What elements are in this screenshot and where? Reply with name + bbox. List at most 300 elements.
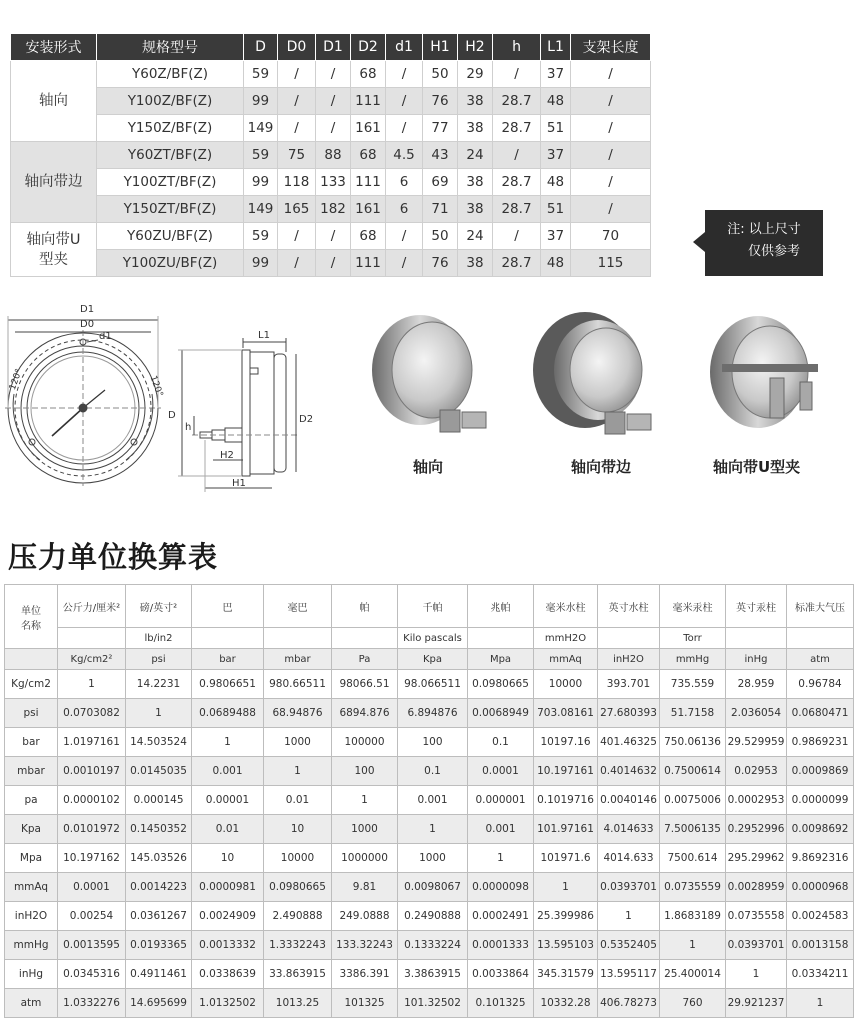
- conv-unit-en: [264, 628, 332, 649]
- note-line-1: 注: 以上尺寸: [727, 222, 801, 237]
- conv-cell: 0.1019716: [534, 786, 598, 815]
- conv-cell: 0.02953: [726, 757, 787, 786]
- spec-row: [11, 142, 651, 169]
- conv-cell: 0.0000098: [468, 873, 534, 902]
- conv-cell: 27.680393: [598, 699, 660, 728]
- conv-unit-sym: inH2O: [598, 649, 660, 670]
- spec-cell: 75: [278, 142, 316, 169]
- conv-cell: 0.0735559: [660, 873, 726, 902]
- spec-header-cell: 支架长度: [571, 34, 651, 61]
- spec-cell: Y150Z/BF(Z): [97, 115, 244, 142]
- spec-cell: 4.5: [386, 142, 423, 169]
- label-angle-left: 120°: [7, 367, 25, 392]
- spec-cell: Y100Z/BF(Z): [97, 88, 244, 115]
- conv-cell: 0.0000981: [192, 873, 264, 902]
- conv-cell: 1: [332, 786, 398, 815]
- spec-cell: 38: [458, 88, 493, 115]
- conv-cell: 101.97161: [534, 815, 598, 844]
- conv-cell: 1013.25: [264, 989, 332, 1018]
- conv-cell: 0.1450352: [126, 815, 192, 844]
- spec-cell: /: [571, 142, 651, 169]
- conv-cell: 401.46325: [598, 728, 660, 757]
- conv-unit-cn: 毫米汞柱: [660, 585, 726, 628]
- spec-cell: 76: [423, 250, 458, 277]
- conv-cell: 0.0000102: [58, 786, 126, 815]
- conv-unit-sym: Pa: [332, 649, 398, 670]
- spec-cell: /: [571, 196, 651, 223]
- conv-cell: 0.0040146: [598, 786, 660, 815]
- conv-cell: 980.66511: [264, 670, 332, 699]
- spec-cell: 99: [244, 169, 278, 196]
- conv-row: [5, 815, 854, 844]
- conversion-table: [4, 584, 854, 1018]
- spec-cell: 68: [351, 61, 386, 88]
- conv-cell: 9.8692316: [787, 844, 854, 873]
- conv-row-head: mmAq: [5, 873, 58, 902]
- conv-cell: 1: [787, 989, 854, 1018]
- spec-cell: 50: [423, 61, 458, 88]
- spec-cell: /: [493, 61, 541, 88]
- conv-unit-cn: 公斤力/厘米²: [58, 585, 126, 628]
- conv-cell: 0.7500614: [660, 757, 726, 786]
- conv-cell: 0.9869231: [787, 728, 854, 757]
- conv-cell: 750.06136: [660, 728, 726, 757]
- spec-cell: 51: [541, 196, 571, 223]
- spec-cell: /: [386, 88, 423, 115]
- spec-group-label: 轴向带边: [11, 142, 97, 223]
- spec-cell: 99: [244, 250, 278, 277]
- label-angle-right: 120°: [147, 374, 165, 399]
- spec-cell: 38: [458, 196, 493, 223]
- conv-cell: 25.399986: [534, 902, 598, 931]
- conv-cell: 0.0101972: [58, 815, 126, 844]
- conv-cell: 100: [332, 757, 398, 786]
- conv-row-head: pa: [5, 786, 58, 815]
- conv-unit-cn: 标准大气压: [787, 585, 854, 628]
- spec-cell: 38: [458, 115, 493, 142]
- conv-unit-en: Torr: [660, 628, 726, 649]
- spec-header-cell: D1: [316, 34, 351, 61]
- spec-cell: /: [386, 61, 423, 88]
- product-photo-axial-flange: [533, 312, 651, 434]
- spec-header-cell: d1: [386, 34, 423, 61]
- conv-unit-en: [332, 628, 398, 649]
- conv-unit-sym: psi: [126, 649, 192, 670]
- conv-cell: 1: [660, 931, 726, 960]
- conv-cell: 14.2231: [126, 670, 192, 699]
- conv-row-head: mbar: [5, 757, 58, 786]
- spec-table: [10, 33, 651, 277]
- spec-cell: Y60ZT/BF(Z): [97, 142, 244, 169]
- spec-cell: 37: [541, 142, 571, 169]
- spec-row: [11, 169, 651, 196]
- conv-unit-sym: Mpa: [468, 649, 534, 670]
- spec-cell: 68: [351, 223, 386, 250]
- conv-cell: 1000: [264, 728, 332, 757]
- conv-header-en-row: [5, 628, 854, 649]
- spec-header-row: [11, 34, 651, 61]
- spec-cell: /: [316, 61, 351, 88]
- conv-row-head: atm: [5, 989, 58, 1018]
- conv-cell: 100: [398, 728, 468, 757]
- label-D: D: [168, 410, 176, 421]
- conv-header-cn-row: [5, 585, 854, 628]
- conv-cell: 10000: [534, 670, 598, 699]
- spec-cell: 182: [316, 196, 351, 223]
- conv-cell: 33.863915: [264, 960, 332, 989]
- spec-cell: 59: [244, 223, 278, 250]
- spec-cell: 37: [541, 223, 571, 250]
- conv-row: [5, 699, 854, 728]
- label-D0: D0: [80, 319, 95, 330]
- conv-unit-cn: 英寸汞柱: [726, 585, 787, 628]
- spec-cell: 48: [541, 169, 571, 196]
- spec-cell: Y100ZU/BF(Z): [97, 250, 244, 277]
- conv-cell: 0.001: [468, 815, 534, 844]
- conv-cell: 0.001: [398, 786, 468, 815]
- conv-cell: 0.0098067: [398, 873, 468, 902]
- spec-cell: /: [316, 115, 351, 142]
- conv-cell: 68.94876: [264, 699, 332, 728]
- spec-header-cell: 安装形式: [11, 34, 97, 61]
- conv-cell: 0.0000099: [787, 786, 854, 815]
- spec-cell: 38: [458, 169, 493, 196]
- spec-cell: 37: [541, 61, 571, 88]
- conv-cell: 25.400014: [660, 960, 726, 989]
- product-photo-axial: [372, 315, 486, 432]
- conv-cell: 406.78273: [598, 989, 660, 1018]
- spec-cell: 111: [351, 250, 386, 277]
- conv-cell: 14.695699: [126, 989, 192, 1018]
- conv-cell: 0.01: [192, 815, 264, 844]
- conv-cell: 0.0024583: [787, 902, 854, 931]
- conv-cell: 1.3332243: [264, 931, 332, 960]
- conv-cell: 0.1333224: [398, 931, 468, 960]
- conv-row-head: Mpa: [5, 844, 58, 873]
- spec-header-cell: L1: [541, 34, 571, 61]
- conv-cell: 0.0001333: [468, 931, 534, 960]
- spec-cell: /: [571, 169, 651, 196]
- conv-row-head: psi: [5, 699, 58, 728]
- conv-unit-en: [468, 628, 534, 649]
- spec-cell: /: [316, 250, 351, 277]
- spec-cell: 28.7: [493, 196, 541, 223]
- conv-cell: 1: [264, 757, 332, 786]
- conv-cell: 0.0001: [58, 873, 126, 902]
- conv-cell: 3.3863915: [398, 960, 468, 989]
- conv-cell: 0.0001: [468, 757, 534, 786]
- conv-cell: 0.1: [398, 757, 468, 786]
- conv-cell: 100000: [332, 728, 398, 757]
- spec-header-cell: H2: [458, 34, 493, 61]
- conv-cell: 0.01: [264, 786, 332, 815]
- label-L1: L1: [258, 330, 270, 341]
- conv-cell: 0.0334211: [787, 960, 854, 989]
- spec-cell: Y150ZT/BF(Z): [97, 196, 244, 223]
- conv-cell: 0.0680471: [787, 699, 854, 728]
- caption-axial-flange: 轴向带边: [571, 458, 632, 476]
- conv-row: [5, 960, 854, 989]
- spec-row: [11, 88, 651, 115]
- conv-cell: 735.559: [660, 670, 726, 699]
- conv-cell: 1: [726, 960, 787, 989]
- conv-cell: 14.503524: [126, 728, 192, 757]
- caption-axial-u-clamp: 轴向带U型夹: [713, 458, 801, 476]
- spec-cell: 115: [571, 250, 651, 277]
- conv-cell: 0.0735558: [726, 902, 787, 931]
- conv-cell: 98.066511: [398, 670, 468, 699]
- conv-cell: 1: [468, 844, 534, 873]
- spec-cell: 28.7: [493, 115, 541, 142]
- spec-cell: /: [316, 88, 351, 115]
- conv-cell: 0.2952996: [726, 815, 787, 844]
- front-view-drawing: [5, 316, 161, 486]
- conv-unit-cn: 巴: [192, 585, 264, 628]
- spec-cell: 76: [423, 88, 458, 115]
- conv-cell: 0.0703082: [58, 699, 126, 728]
- spec-group-label: 轴向带U 型夹: [11, 223, 97, 277]
- conv-unit-cn: 兆帕: [468, 585, 534, 628]
- conv-row: [5, 786, 854, 815]
- spec-cell: 29: [458, 61, 493, 88]
- spec-header-cell: D0: [278, 34, 316, 61]
- spec-cell: 51: [541, 115, 571, 142]
- conv-cell: 249.0888: [332, 902, 398, 931]
- conv-cell: 3386.391: [332, 960, 398, 989]
- spec-cell: /: [278, 250, 316, 277]
- conv-cell: 0.0002491: [468, 902, 534, 931]
- conv-unit-en: [598, 628, 660, 649]
- conv-cell: 760: [660, 989, 726, 1018]
- conv-cell: 0.00001: [192, 786, 264, 815]
- conv-unit-cn: 毫米水柱: [534, 585, 598, 628]
- conv-cell: 6.894876: [398, 699, 468, 728]
- spec-cell: /: [571, 115, 651, 142]
- spec-cell: 149: [244, 115, 278, 142]
- spec-cell: Y60Z/BF(Z): [97, 61, 244, 88]
- conv-cell: 1.0132502: [192, 989, 264, 1018]
- conv-cell: 1: [58, 670, 126, 699]
- conv-unit-sym: Kpa: [398, 649, 468, 670]
- conv-cell: 1: [398, 815, 468, 844]
- conv-unit-cn: 毫巴: [264, 585, 332, 628]
- conv-cell: 0.0013595: [58, 931, 126, 960]
- conv-cell: 0.9806651: [192, 670, 264, 699]
- label-d1: d1: [99, 331, 112, 342]
- spec-cell: 48: [541, 88, 571, 115]
- conv-cell: 0.0068949: [468, 699, 534, 728]
- spec-group-label: 轴向: [11, 61, 97, 142]
- conv-cell: 1.0332276: [58, 989, 126, 1018]
- conv-sym-blank: [5, 649, 58, 670]
- conv-unit-en: [58, 628, 126, 649]
- conv-cell: 0.0010197: [58, 757, 126, 786]
- conv-cell: 1.8683189: [660, 902, 726, 931]
- conv-row: [5, 989, 854, 1018]
- conv-cell: 0.000001: [468, 786, 534, 815]
- spec-header-cell: D2: [351, 34, 386, 61]
- spec-cell: /: [386, 250, 423, 277]
- conv-unit-sym: atm: [787, 649, 854, 670]
- conv-unit-sym: inHg: [726, 649, 787, 670]
- conv-unit-en: mmH2O: [534, 628, 598, 649]
- conv-cell: 345.31579: [534, 960, 598, 989]
- conv-cell: 0.2490888: [398, 902, 468, 931]
- conv-cell: 0.0013158: [787, 931, 854, 960]
- conv-cell: 0.0393701: [598, 873, 660, 902]
- conv-cell: 0.0980665: [468, 670, 534, 699]
- conv-cell: 145.03526: [126, 844, 192, 873]
- conv-cell: 10.197161: [534, 757, 598, 786]
- spec-cell: 111: [351, 88, 386, 115]
- conv-cell: 101971.6: [534, 844, 598, 873]
- conv-unit-sym: mmHg: [660, 649, 726, 670]
- conv-cell: 1: [598, 902, 660, 931]
- conv-row: [5, 757, 854, 786]
- spec-cell: 68: [351, 142, 386, 169]
- conv-row: [5, 873, 854, 902]
- spec-cell: /: [278, 223, 316, 250]
- conv-cell: 2.490888: [264, 902, 332, 931]
- spec-cell: 111: [351, 169, 386, 196]
- conv-cell: 0.0145035: [126, 757, 192, 786]
- conv-cell: 0.96784: [787, 670, 854, 699]
- spec-cell: /: [493, 223, 541, 250]
- conv-corner-cell: 单位 名称: [5, 585, 58, 649]
- conv-cell: 10: [264, 815, 332, 844]
- spec-cell: 24: [458, 142, 493, 169]
- conv-unit-en: [787, 628, 854, 649]
- conv-cell: 0.0009869: [787, 757, 854, 786]
- conv-cell: 0.0338639: [192, 960, 264, 989]
- conv-unit-sym: mmAq: [534, 649, 598, 670]
- conv-cell: 1000000: [332, 844, 398, 873]
- conv-cell: 1: [126, 699, 192, 728]
- conv-cell: 10197.16: [534, 728, 598, 757]
- label-H2: H2: [220, 450, 234, 461]
- conv-cell: 0.0361267: [126, 902, 192, 931]
- label-D2: D2: [299, 414, 314, 425]
- conv-cell: 0.101325: [468, 989, 534, 1018]
- conv-cell: 0.0014223: [126, 873, 192, 902]
- spec-cell: /: [386, 223, 423, 250]
- conversion-title: 压力单位换算表: [8, 540, 219, 574]
- conv-cell: 10: [192, 844, 264, 873]
- conv-row: [5, 670, 854, 699]
- conv-cell: 1: [534, 873, 598, 902]
- conv-cell: 0.0689488: [192, 699, 264, 728]
- conv-cell: 0.0013332: [192, 931, 264, 960]
- spec-cell: /: [571, 61, 651, 88]
- conv-unit-cn: 帕: [332, 585, 398, 628]
- conv-cell: 0.0028959: [726, 873, 787, 902]
- note-line-2: 仅供参考: [747, 244, 800, 259]
- conv-cell: 1.0197161: [58, 728, 126, 757]
- spec-cell: /: [278, 88, 316, 115]
- conv-cell: 1000: [398, 844, 468, 873]
- conv-row-head: inH2O: [5, 902, 58, 931]
- conv-cell: 4.014633: [598, 815, 660, 844]
- conv-cell: 101.32502: [398, 989, 468, 1018]
- spec-header-cell: 规格型号: [97, 34, 244, 61]
- spec-cell: 28.7: [493, 169, 541, 196]
- conv-cell: 0.4911461: [126, 960, 192, 989]
- spec-cell: 70: [571, 223, 651, 250]
- spec-cell: 161: [351, 196, 386, 223]
- spec-cell: 50: [423, 223, 458, 250]
- spec-cell: 48: [541, 250, 571, 277]
- spec-cell: /: [493, 142, 541, 169]
- spec-cell: 59: [244, 142, 278, 169]
- conv-cell: 29.921237: [726, 989, 787, 1018]
- spec-row: [11, 196, 651, 223]
- conv-header-sym-row: [5, 649, 854, 670]
- conv-cell: 0.0024909: [192, 902, 264, 931]
- conv-cell: 0.5352405: [598, 931, 660, 960]
- conv-cell: 0.0193365: [126, 931, 192, 960]
- conv-cell: 0.001: [192, 757, 264, 786]
- spec-cell: 28.7: [493, 88, 541, 115]
- spec-cell: 28.7: [493, 250, 541, 277]
- conv-cell: 28.959: [726, 670, 787, 699]
- conv-row: [5, 844, 854, 873]
- spec-cell: /: [278, 115, 316, 142]
- conv-cell: 393.701: [598, 670, 660, 699]
- conv-cell: 0.0098692: [787, 815, 854, 844]
- spec-cell: /: [571, 88, 651, 115]
- conv-row-head: Kg/cm2: [5, 670, 58, 699]
- spec-header-cell: H1: [423, 34, 458, 61]
- conv-row-head: mmHg: [5, 931, 58, 960]
- conv-row: [5, 931, 854, 960]
- conv-cell: 0.0000968: [787, 873, 854, 902]
- conv-cell: 0.00254: [58, 902, 126, 931]
- conv-cell: 6894.876: [332, 699, 398, 728]
- conv-unit-en: Kilo pascals: [398, 628, 468, 649]
- conv-cell: 98066.51: [332, 670, 398, 699]
- spec-cell: /: [278, 61, 316, 88]
- conv-unit-sym: Kg/cm2²: [58, 649, 126, 670]
- conv-row: [5, 902, 854, 931]
- spec-cell: 149: [244, 196, 278, 223]
- spec-cell: 165: [278, 196, 316, 223]
- spec-cell: 69: [423, 169, 458, 196]
- conv-cell: 10.197162: [58, 844, 126, 873]
- conv-cell: 7.5006135: [660, 815, 726, 844]
- spec-header-cell: D: [244, 34, 278, 61]
- conv-cell: 10000: [264, 844, 332, 873]
- conv-unit-cn: 磅/英寸²: [126, 585, 192, 628]
- caption-axial: 轴向: [413, 458, 444, 476]
- conv-cell: 0.0345316: [58, 960, 126, 989]
- spec-cell: Y60ZU/BF(Z): [97, 223, 244, 250]
- conv-cell: 0.0980665: [264, 873, 332, 902]
- spec-cell: /: [316, 223, 351, 250]
- label-h: h: [185, 422, 192, 433]
- spec-cell: 118: [278, 169, 316, 196]
- spec-cell: 59: [244, 61, 278, 88]
- conv-cell: 0.0033864: [468, 960, 534, 989]
- spec-cell: Y100ZT/BF(Z): [97, 169, 244, 196]
- conv-cell: 0.0002953: [726, 786, 787, 815]
- conv-cell: 1: [192, 728, 264, 757]
- product-photo-axial-u-clamp: [710, 316, 818, 428]
- conv-cell: 4014.633: [598, 844, 660, 873]
- conv-cell: 13.595117: [598, 960, 660, 989]
- conv-row-head: inHg: [5, 960, 58, 989]
- spec-cell: 71: [423, 196, 458, 223]
- conv-row-head: bar: [5, 728, 58, 757]
